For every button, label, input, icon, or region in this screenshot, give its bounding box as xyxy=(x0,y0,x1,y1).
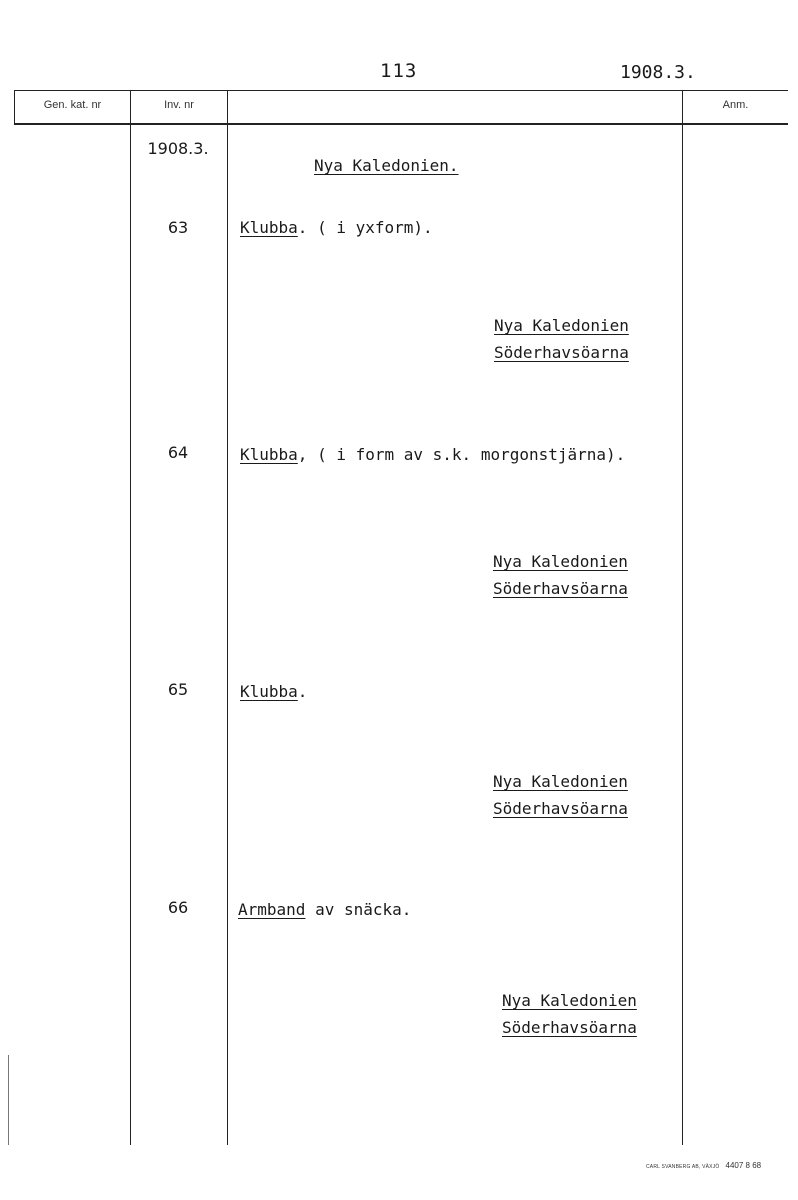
entry-location-area: Söderhavsöarna xyxy=(494,343,629,362)
entry-location-area: Söderhavsöarna xyxy=(493,799,628,818)
entry-description xyxy=(240,682,307,701)
entry-location xyxy=(494,312,629,366)
column-header-gen-kat-nr: Gen. kat. nr xyxy=(43,99,102,111)
section-title: Nya Kaledonien. xyxy=(314,156,459,175)
entry-location-region: Nya Kaledonien xyxy=(493,552,628,571)
entry-object-name: Klubba xyxy=(240,445,298,464)
entry-location-region: Nya Kaledonien xyxy=(494,316,629,335)
printer-name: CARL SVANBERG AB, VÄXJÖ xyxy=(646,1164,720,1170)
entry-object-detail: . ( i yxform). xyxy=(297,218,433,237)
section-inv-number: 1908.3. xyxy=(147,139,209,158)
entry-object-detail: . xyxy=(297,682,308,701)
entry-location-area: Söderhavsöarna xyxy=(502,1018,637,1037)
entry-location-region: Nya Kaledonien xyxy=(502,991,637,1010)
page-reference: 1908.3. xyxy=(620,62,696,83)
entry-location xyxy=(493,768,628,822)
column-header-anm: Anm. xyxy=(722,99,749,111)
column-divider-gen xyxy=(130,90,131,1145)
printer-imprint xyxy=(646,1161,761,1170)
entry-location-region: Nya Kaledonien xyxy=(493,772,628,791)
entry-object-name: Klubba xyxy=(240,682,298,701)
entry-location xyxy=(502,987,637,1041)
entry-location-area: Söderhavsöarna xyxy=(493,579,628,598)
column-header-inv-nr: Inv. nr xyxy=(164,99,194,111)
entry-object-detail: av snäcka. xyxy=(305,900,412,919)
entry-inv-number: 64 xyxy=(167,443,189,462)
entry-description xyxy=(238,900,411,919)
entry-description xyxy=(240,445,625,464)
form-code: 4407 8 68 xyxy=(725,1161,762,1170)
entry-object-name: Armband xyxy=(238,900,306,919)
column-divider-inv xyxy=(227,90,228,1145)
margin-line xyxy=(8,1055,9,1145)
entry-inv-number: 65 xyxy=(167,680,189,699)
entry-object-name: Klubba xyxy=(240,218,298,237)
page-number: 113 xyxy=(380,60,418,82)
entry-inv-number: 66 xyxy=(167,898,189,917)
entry-object-detail: , ( i form av s.k. morgonstjärna). xyxy=(297,445,626,464)
column-divider-anm xyxy=(682,90,683,1145)
entry-location xyxy=(493,548,628,602)
entry-inv-number: 63 xyxy=(167,218,189,237)
entry-description xyxy=(240,218,433,237)
